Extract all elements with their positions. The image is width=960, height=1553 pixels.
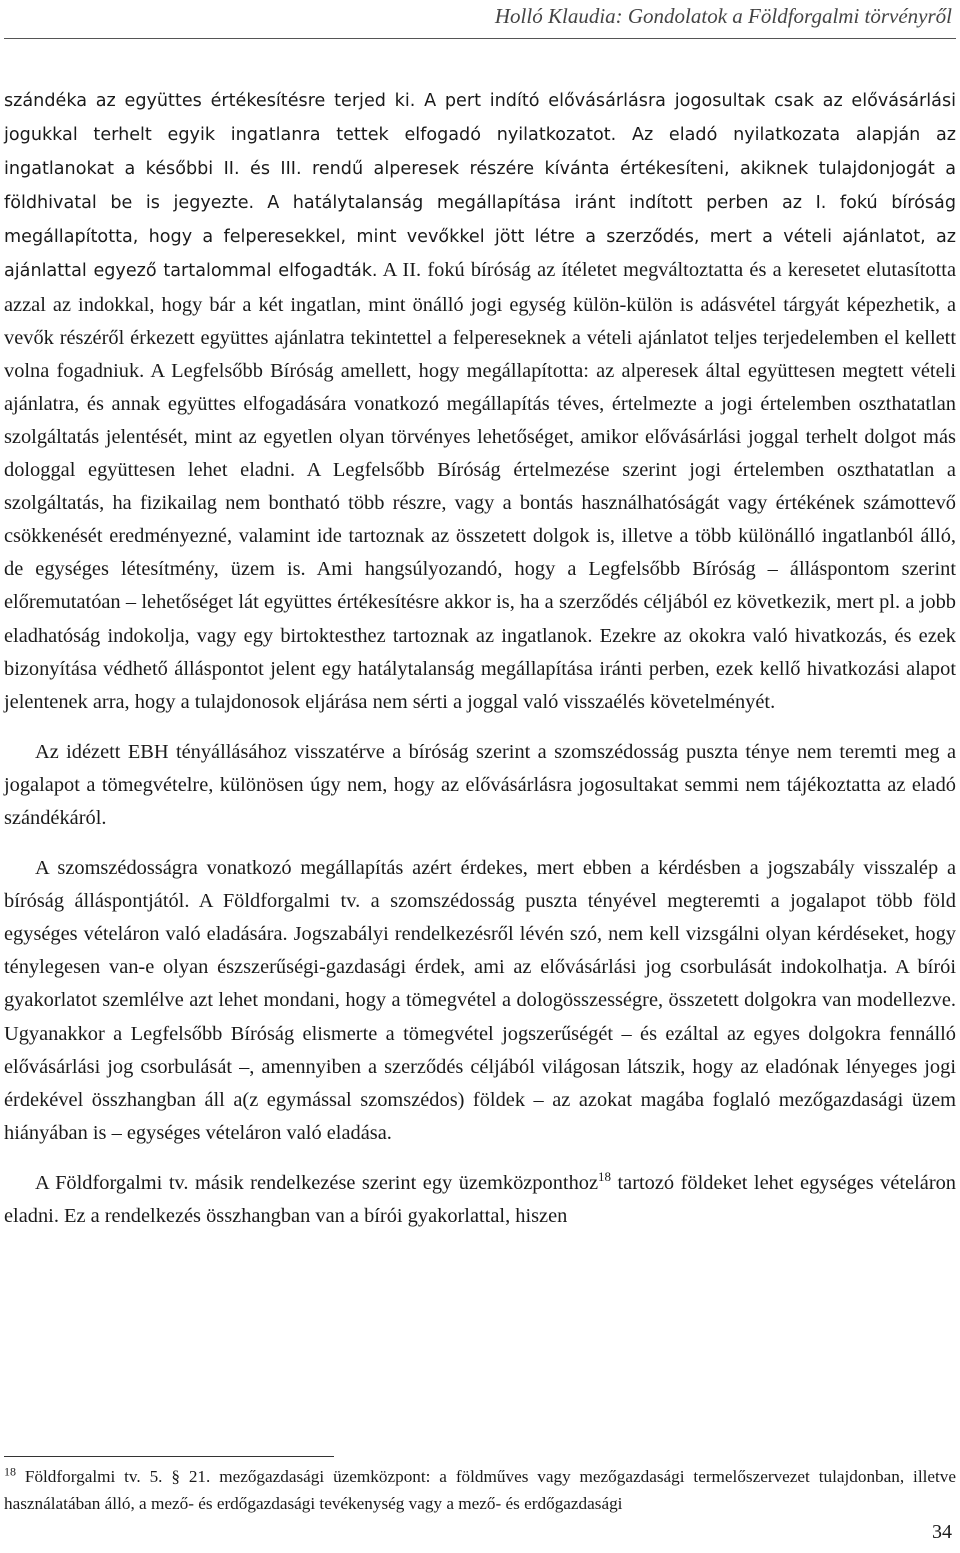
paragraph-2: Az idézett EBH tényállásához visszatérve a bíróság szerint a szomszédosság puszta ténye nem teremti meg a jogalapot a tömegvételre, különösen úgy nem, hogy az elővásárlásra jogosultakat semmi nem tájékoztatta az eladó szándékáról. [4, 740, 956, 829]
paragraph-1-segment-c: A II. fokú bíróság az ítéletet megváltoztatta és a keresetet elutasította azzal az indokkal, hogy bár a két ingatlan, mint önálló jogi egység külön-külön is adásvétel tárgyát képezhetik, a vevők részéről érkezett együttes ajánlatra tekintettel a felpereseknek a vételi ajánlatot teljes terjedelemben el kellett volna fogadniuk. [4, 259, 956, 382]
page-number: 34 [932, 1521, 952, 1543]
paragraph-1-segment-b: A hatálytalanság megállapítása iránt indított perben az I. fokú bíróság megállapította, hogy a felperesekkel, mint vevőkkel jött létre a szerződés, mert a vételi ajánlatot, az ajánlattal egyező tartalommal elfogadták. [4, 193, 956, 282]
header-rule [4, 38, 956, 39]
footnote-reference: 18 [598, 1169, 612, 1185]
footnote-rule [4, 1456, 334, 1457]
paragraph-4-before: A Földforgalmi tv. másik rendelkezése szerint egy üzemközponthoz [35, 1171, 599, 1194]
paragraph-4-after: tartozó földeket lehet egységes vételáron eladni. Ez a rendelkezés összhangban van a bírói gyakorlattal, hiszen [4, 1171, 957, 1227]
paragraph-3: A szomszédosságra vonatkozó megállapítás azért érdekes, mert ebben a kérdésben a jogszabály visszalép a bíróság álláspontjától. A Földforgalmi tv. a szomszédosság puszta tényével megteremti a jogalapot több föld egységes vételáron való eladására. Jogszabályi rendelkezésről lévén szó, nem kell vizsgálni olyan kérdéseket, hogy ténylegesen van-e olyan észszerűségi-gazdasági érdek, ami az elővásárlási jog csorbulását indokolhatja. A bírói gyakorlatot szemlélve azt lehet mondani, hogy a tömegvétel a dologösszességre, összetett dolgokra van modellezve. Ugyanakkor a Legfelsőbb Bíróság elismerte a tömegvétel jogszerűségét – és ezáltal az egyes dolgokra fennálló elővásárlási jog csorbulását –, amennyiben a szerződés céljából világosan látszik, hogy az eladónak lényeges jogi érdekével összhangban áll a(z egymással szomszédos) földek – az azokat magába foglaló mezőgazdasági üzem hiányában is – egységes vételáron való eladása. [4, 857, 956, 1144]
body-text [4, 84, 956, 1233]
paragraph-1-segment-d: A Legfelsőbb Bíróság amellett, hogy megállapította: az alperesek által együttesen megtett vételi ajánlatra, és annak együttes elfogadására vonatkozó megállapítás téves, értelmezte a jogi értelemben oszthatatlan szolgáltatás jelentését, mint az egyetlen olyan törvényes lehetőséget, amikor elővásárlási joggal terhelt dolgot más dologgal együttesen lehet eladni. A Legfelsőbb Bíróság értelmezése szerint jogi értelemben oszthatatlan a szolgáltatás, ha fizikailag nem bontható több részre, vagy a bontás használhatóságát vagy értékének számottevő csökkenését eredményezné, valamint ide tartoznak az összetett dolgok is, illetve a több különálló ingatlanból álló, de egységes létesítmény, üzem is. Ami hangsúlyozandó, hogy a Legfelsőbb Bíróság – álláspontom szerint előremutatóan – lehetőséget lát együttes értékesítésre akkor is, ha a szerződés céljából ez következik, mert pl. a jobb eladhatóság indokolja, vagy egy birtoktesthez tartoznak az ingatlanok. Ezekre az okokra való hivatkozás, és ezek bizonyítása védhető álláspontot jelent egy hatálytalanság megállapítása iránti perben, ezek kellő hivatkozási alapot jelentenek arra, hogy a tulajdonosok eljárása nem sérti a joggal való visszaélés követelményét. [4, 359, 956, 713]
footnote-number: 18 [4, 1464, 16, 1479]
paragraph-1-segment-a: szándéka az együttes értékesítésre terjed ki. A pert indító elővásárlásra jogosultak csak az elővásárlási jogukkal terhelt egyik ingatlanra tettek elfogadó nyilatkozatot. Az eladó nyilatkozata alapján az ingatlanokat a későbbi II. és III. rendű alperesek részére kívánta értékesíteni, akiknek tulajdonjogát a földhivatal be is jegyezte. [4, 91, 956, 214]
paragraph-4 [4, 1167, 956, 1233]
footnote-text: Földforgalmi tv. 5. § 21. mezőgazdasági üzemközpont: a földműves vagy mezőgazdasági termelőszervezet tulajdonban, illetve használatában álló, a mező- és erdőgazdasági tevékenység vagy a mező- és erdőgazdasági [4, 1467, 956, 1513]
footnote [4, 1463, 956, 1517]
running-header: Holló Klaudia: Gondolatok a Földforgalmi törvényről [494, 4, 952, 28]
paragraph-1 [4, 84, 956, 719]
